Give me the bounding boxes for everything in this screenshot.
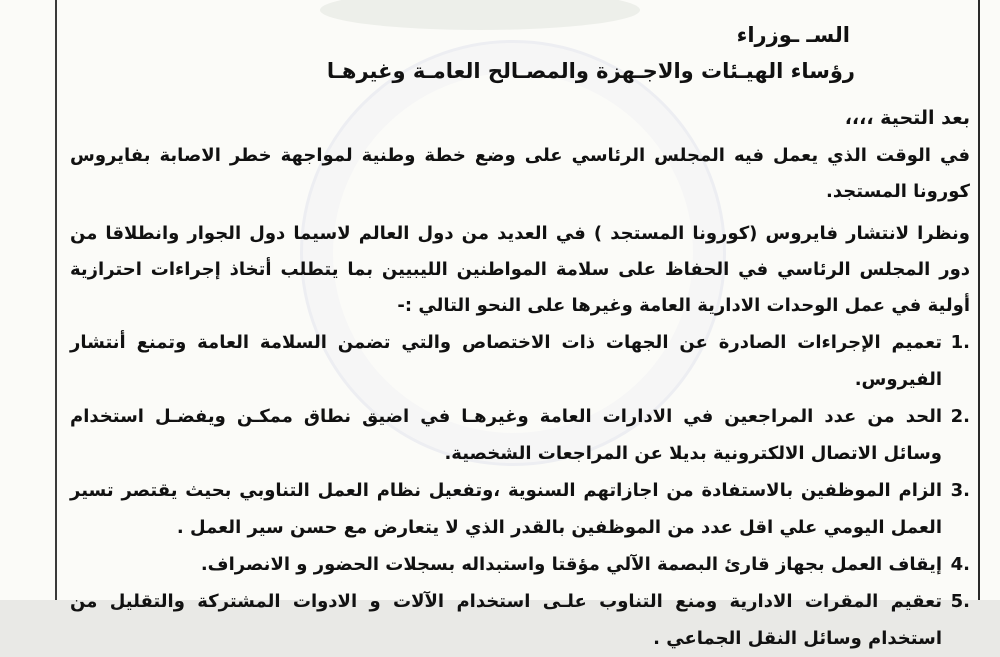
intro-paragraph: في الوقت الذي يعمل فيه المجلس الرئاسي على وضع خطة وطنية لمواجهة خطر الاصابة بفايروس كورونا المستجد. — [70, 145, 970, 202]
list-item-4 — [70, 546, 970, 583]
item-text: الزام الموظفين بالاستفادة من اجازاتهم السنوية ،وتفعيل نظام العمل التناوبي بحيث يقتصر تسير العمل اليومي علي اقل عدد من الموظفين بالقدر الذي لا يتعارض مع حسن سير العمل . — [70, 480, 942, 538]
item-number: .2 — [950, 406, 970, 427]
context-paragraph: ونظرا لانتشار فايروس (كورونا المستجد ) في العديد من دول العالم لاسيما دول الجوار وانطلاقا من دور المجلس الرئاسي في الحفاظ على سلامة المواطنين الليبيين بما يتطلب أتخاذ إجراءات احترازية أولية في عمل الوحدات الادارية العامة وغيرها على النحو التالي :- — [70, 223, 970, 316]
item-text: تعقيم المقرات الادارية ومنع التناوب علـى استخدام الآلات و الادوات المشتركة والتقليل من استخدام وسائل النقل الجماعي . — [70, 591, 942, 649]
list-item-5 — [70, 583, 970, 657]
list-item-2 — [70, 398, 970, 472]
item-number: .4 — [950, 554, 970, 575]
item-number: .5 — [950, 591, 970, 612]
item-number: .3 — [950, 480, 970, 501]
item-text: إيقاف العمل بجهاز قارئ البصمة الآلي مؤقتا واستبداله بسجلات الحضور و الانصراف. — [200, 554, 942, 575]
list-item-3 — [70, 472, 970, 546]
salutation: السـ ـوزراء — [736, 23, 850, 47]
item-text: تعميم الإجراءات الصادرة عن الجهات ذات الاختصاص والتي تضمن السلامة العامة وتمنع أنتشار الفيروس. — [70, 332, 942, 390]
letter-body — [70, 18, 970, 657]
addressees-line: رؤساء الهيـئات والاجـهزة والمصـالح العامـة وغيرهـا — [326, 59, 855, 83]
right-border-line — [978, 0, 980, 600]
list-item-1 — [70, 324, 970, 398]
item-text: الحد من عدد المراجعين في الادارات العامة وغيرهـا في اضيق نطاق ممكـن ويفضـل استخدام وسائل الاتصال الالكترونية بديلا عن المراجعات الشخصية. — [70, 406, 942, 464]
greeting: بعد التحية ،،،، — [844, 107, 970, 129]
left-border-line — [55, 0, 57, 600]
item-number: .1 — [950, 332, 970, 353]
